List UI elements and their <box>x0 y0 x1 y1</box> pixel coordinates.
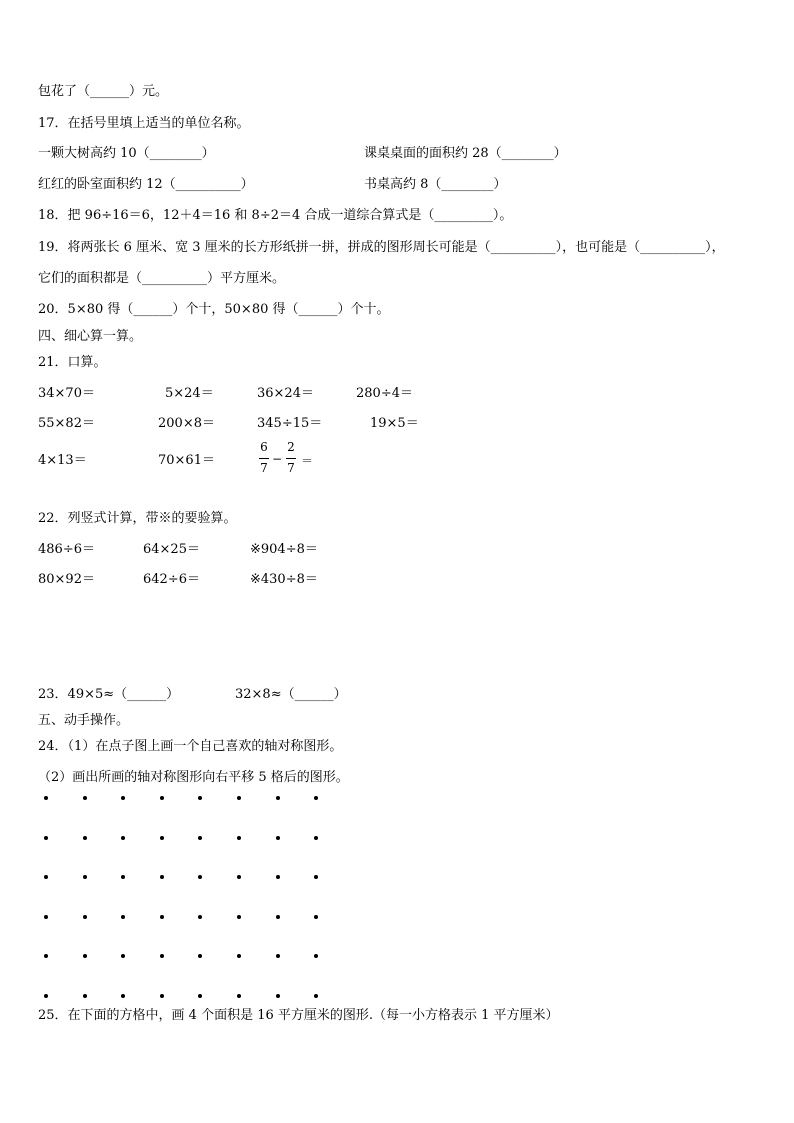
grid-dot <box>276 915 280 919</box>
q24-part-1: 24．（1）在点子图上画一个自己喜欢的轴对称图形。 <box>38 739 343 754</box>
grid-dot <box>276 954 280 958</box>
grid-dot <box>198 875 202 879</box>
grid-dot <box>237 954 241 958</box>
q23-calc-2: 32×8≈（______） <box>235 687 347 702</box>
grid-dot <box>160 915 164 919</box>
q19-line-1: 19．将两张长 6 厘米、宽 3 厘米的长方形纸拼一拼，拼成的图形周长可能是（__________），也可能是（__________）， <box>38 240 725 255</box>
grid-dot <box>44 796 48 800</box>
grid-dot <box>121 915 125 919</box>
grid-dot <box>160 875 164 879</box>
q17-item-b: 课桌桌面的面积约 28（________） <box>364 146 567 161</box>
grid-dot <box>121 836 125 840</box>
q21-calc-10: 70×61＝ <box>158 453 215 468</box>
grid-dot <box>160 836 164 840</box>
fraction-a-numerator: 6 <box>260 440 268 454</box>
grid-dot <box>44 836 48 840</box>
grid-dot <box>198 994 202 998</box>
q18-text: 18．把 96÷16＝6，12＋4＝16 和 8÷2＝4 合成一道综合算式是（_________）。 <box>38 208 513 223</box>
grid-dot <box>198 954 202 958</box>
grid-dot <box>314 954 318 958</box>
q17-item-c: 红红的卧室面积约 12（__________） <box>38 177 254 192</box>
q25-text: 25．在下面的方格中，画 4 个面积是 16 平方厘米的图形.（每一小方格表示 1 平方厘米） <box>38 1008 559 1023</box>
grid-dot <box>160 954 164 958</box>
grid-dot <box>121 875 125 879</box>
q21-calc-2: 5×24＝ <box>165 386 214 401</box>
grid-dot <box>198 836 202 840</box>
grid-dot <box>121 954 125 958</box>
q21-calc-6: 200×8＝ <box>158 416 215 431</box>
fraction-b-denominator: 7 <box>287 461 295 475</box>
grid-dot <box>44 915 48 919</box>
q22-calc-6: ※430÷8＝ <box>250 572 318 587</box>
grid-dot <box>44 875 48 879</box>
grid-dot <box>121 994 125 998</box>
q20-text: 20．5×80 得（______）个十，50×80 得（______）个十。 <box>38 302 390 317</box>
grid-dot <box>83 875 87 879</box>
grid-dot <box>237 994 241 998</box>
grid-dot <box>160 796 164 800</box>
q21-calc-4: 280÷4＝ <box>356 386 413 401</box>
q22-calc-1: 486÷6＝ <box>38 542 95 557</box>
q21-calc-5: 55×82＝ <box>38 416 95 431</box>
grid-dot <box>314 875 318 879</box>
grid-dot <box>198 796 202 800</box>
grid-dot <box>44 954 48 958</box>
grid-dot <box>121 796 125 800</box>
grid-dot <box>237 915 241 919</box>
grid-dot <box>237 836 241 840</box>
grid-dot <box>83 915 87 919</box>
grid-dot <box>160 994 164 998</box>
fraction-a-denominator: 7 <box>260 461 268 475</box>
grid-dot <box>237 796 241 800</box>
grid-dot <box>83 836 87 840</box>
grid-dot <box>237 875 241 879</box>
q17-title: 17．在括号里填上适当的单位名称。 <box>38 116 250 131</box>
fraction-b-bar <box>286 458 296 459</box>
grid-dot <box>314 994 318 998</box>
q21-calc-8: 19×5＝ <box>370 416 419 431</box>
q21-title: 21．口算。 <box>38 355 107 370</box>
grid-dot <box>198 915 202 919</box>
grid-dot <box>83 954 87 958</box>
grid-dot <box>276 994 280 998</box>
grid-dot <box>276 875 280 879</box>
grid-dot <box>276 796 280 800</box>
fraction-a-bar <box>259 458 269 459</box>
grid-dot <box>314 915 318 919</box>
grid-dot <box>83 994 87 998</box>
q16-tail-text: 包花了（______）元。 <box>38 84 169 99</box>
section-4-heading: 四、细心算一算。 <box>38 329 143 344</box>
fraction-minus-sign: − <box>271 452 283 466</box>
grid-dot <box>314 796 318 800</box>
q22-title: 22．列竖式计算，带※的要验算。 <box>38 511 237 526</box>
grid-dot <box>44 994 48 998</box>
q24-part-2: （2）画出所画的轴对称图形向右平移 5 格后的图形。 <box>38 770 349 785</box>
fraction-equals-sign: ＝ <box>300 454 313 468</box>
q22-calc-3: ※904÷8＝ <box>250 542 318 557</box>
q23-calc-1: 23．49×5≈（______） <box>38 687 180 702</box>
grid-dot <box>276 836 280 840</box>
q22-calc-2: 64×25＝ <box>143 542 200 557</box>
section-5-heading: 五、动手操作。 <box>38 713 130 728</box>
q21-calc-3: 36×24＝ <box>257 386 314 401</box>
q17-item-d: 书桌高约 8（________） <box>364 177 507 192</box>
q21-calc-9: 4×13＝ <box>38 453 87 468</box>
q21-fraction-expression <box>258 440 318 480</box>
q22-calc-4: 80×92＝ <box>38 572 95 587</box>
q22-calc-5: 642÷6＝ <box>143 572 200 587</box>
q21-calc-1: 34×70＝ <box>38 386 95 401</box>
grid-dot <box>314 836 318 840</box>
q19-line-2: 它们的面积都是（__________）平方厘米。 <box>38 271 286 286</box>
grid-dot <box>83 796 87 800</box>
fraction-b-numerator: 2 <box>287 440 295 454</box>
q21-calc-7: 345÷15＝ <box>257 416 323 431</box>
q17-item-a: 一颗大树高约 10（________） <box>38 146 215 161</box>
